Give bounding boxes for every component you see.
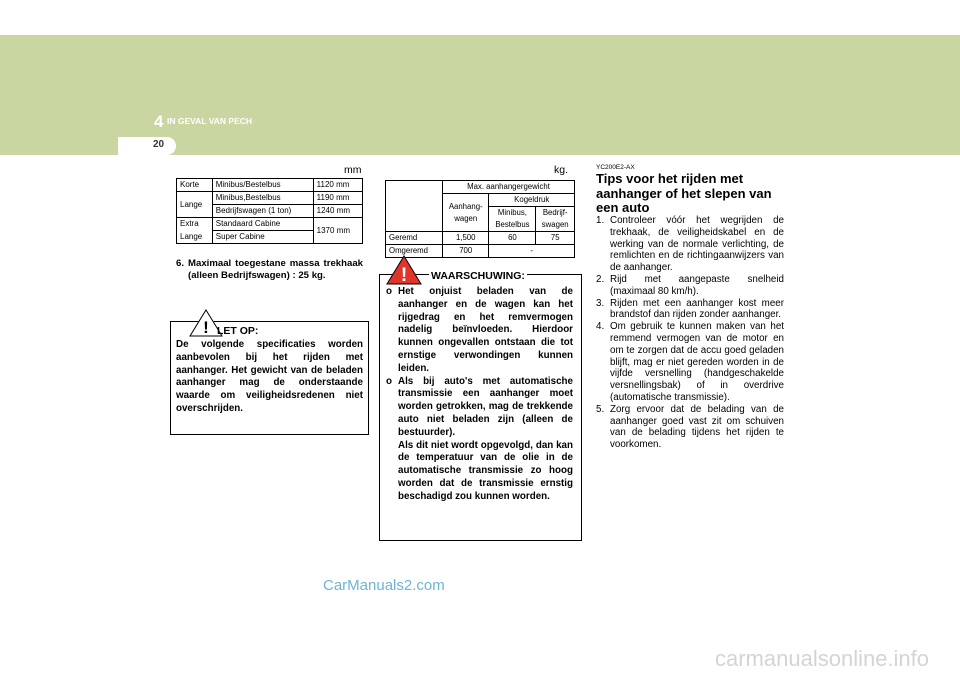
watermark-text: carmanualsonline.info (715, 646, 930, 671)
item-text: Controleer vóór het wegrijden de trekhaak, de veiligheidskabel en de werking van de normale verlichting, de remlichten en de richtingaanwijzers van de aanhanger. (610, 215, 784, 274)
caution-title: LET OP: (217, 325, 259, 337)
page-number: 20 (153, 139, 165, 150)
warning-item (386, 376, 573, 504)
table-cell: 1190 mm (313, 192, 362, 205)
table-cell: Extra (177, 218, 213, 231)
table-cell: 1370 mm (313, 218, 362, 244)
item-text: Zorg ervoor dat de belading van de aanhanger goed vast zit om schuiven van de belading tijdens het rijden te voorkomen. (610, 403, 784, 451)
table-cell: 1,500 (443, 232, 489, 245)
table-cell: Lange (177, 192, 213, 218)
chapter-number: 4 (154, 112, 164, 131)
section-code: YC200E2-AX (596, 164, 635, 171)
item-number: 1. (596, 215, 605, 226)
svg-text:!: ! (203, 318, 209, 337)
item-number: 6. (176, 258, 185, 269)
tips-list (596, 215, 784, 451)
unit-mm: mm (344, 164, 362, 176)
table-header: Kogeldruk (489, 194, 575, 207)
table-cell: Omgeremd (386, 245, 443, 258)
caution-box (170, 318, 369, 435)
table-header: Bedrijf- swagen (536, 207, 575, 232)
list-item (596, 404, 784, 451)
svg-text:!: ! (400, 265, 408, 285)
unit-kg: kg. (554, 164, 569, 176)
list-item (596, 215, 784, 274)
table-header: Aanhang- wagen (443, 194, 489, 232)
warning-text: Als bij auto's met automatische transmissie een aanhanger moet worden getrokken, mag de trekkende auto niet beladen zijn (alleen de bestuurder). (398, 375, 573, 438)
bullet: o (386, 375, 392, 387)
table-cell: 1240 mm (313, 205, 362, 218)
dimension-table (176, 178, 363, 244)
table-cell: - (489, 245, 575, 258)
table-cell: 1120 mm (313, 179, 362, 192)
table-header: Minibus, Bestelbus (489, 207, 536, 232)
list-item (596, 298, 784, 322)
list-item-6 (176, 258, 363, 282)
table-cell: Super Cabine (212, 231, 313, 244)
item-text: Rijd met aangepaste snelheid (maximaal 80 km/h). (610, 273, 784, 297)
item-number: 2. (596, 273, 605, 285)
table-cell: Minibus,Bestelbus (212, 192, 313, 205)
item-number: 3. (596, 297, 605, 309)
warning-list (386, 286, 573, 504)
warning-triangle-icon (386, 255, 422, 285)
chapter-title: IN GEVAL VAN PECH (167, 116, 253, 126)
bullet: o (386, 286, 392, 297)
item-number: 4. (596, 321, 605, 333)
table-cell: 60 (489, 232, 536, 245)
table-cell: Standaard Cabine (212, 218, 313, 231)
item-number: 5. (596, 403, 605, 415)
table-header: Max. aanhangergewicht (443, 181, 575, 194)
warning-title: WAARSCHUWING: (431, 270, 525, 282)
page-number-tab (118, 137, 176, 155)
table-cell (386, 181, 443, 232)
table-cell: 700 (443, 245, 489, 258)
table-cell: Korte (177, 179, 213, 192)
warning-text: Als dit niet wordt opgevolgd, dan kan de temperatuur van de olie in de automatische transmissie zo hoog worden dat de transmissie ernstig beschadigd zou kunnen worden. (398, 439, 573, 502)
table-cell: 75 (536, 232, 575, 245)
table-cell: Geremd (386, 232, 443, 245)
table-cell: Lange (177, 231, 213, 244)
table-cell: Bedrijfswagen (1 ton) (212, 205, 313, 218)
item-text: Rijden met een aanhanger kost meer brandstof dan rijden zonder aanhanger. (610, 297, 784, 321)
list-item (596, 274, 784, 298)
caution-text: De volgende specificaties worden aanbevolen bij het rijden met aanhanger. Het gewicht van de beladen aanhanger mag de onderstaande waarde om veiligheidsredenen niet overschrijden. (176, 339, 363, 414)
list-item (596, 321, 784, 404)
item-text: Maximaal toegestane massa trekhaak (alleen Bedrijfswagen) : 25 kg. (188, 258, 363, 281)
item-text: Om gebruik te kunnen maken van het remmend vermogen van de motor en om te zorgen dat de accu goed geladen blijft, mag er niet gereden worden in de vijfde versnelling (handgeschakelde versnellingsbak) of in overdrive (automatische transmissie). (610, 321, 784, 403)
warning-item (386, 286, 573, 376)
watermark-link[interactable]: CarManuals2.com (323, 577, 445, 594)
trailer-weight-table (385, 180, 575, 258)
warning-box (379, 265, 582, 541)
section-title: Tips voor het rijden met aanhanger of het slepen van een auto (596, 171, 772, 215)
table-cell: Minibus/Bestelbus (212, 179, 313, 192)
warning-text: Het onjuist beladen van de aanhanger en de wagen kan het rijgedrag en het remvermogen nadelig beïnvloeden. Hierdoor kunnen ongevallen ontstaan die tot ernstige verwondingen kunnen leiden. (398, 286, 573, 374)
